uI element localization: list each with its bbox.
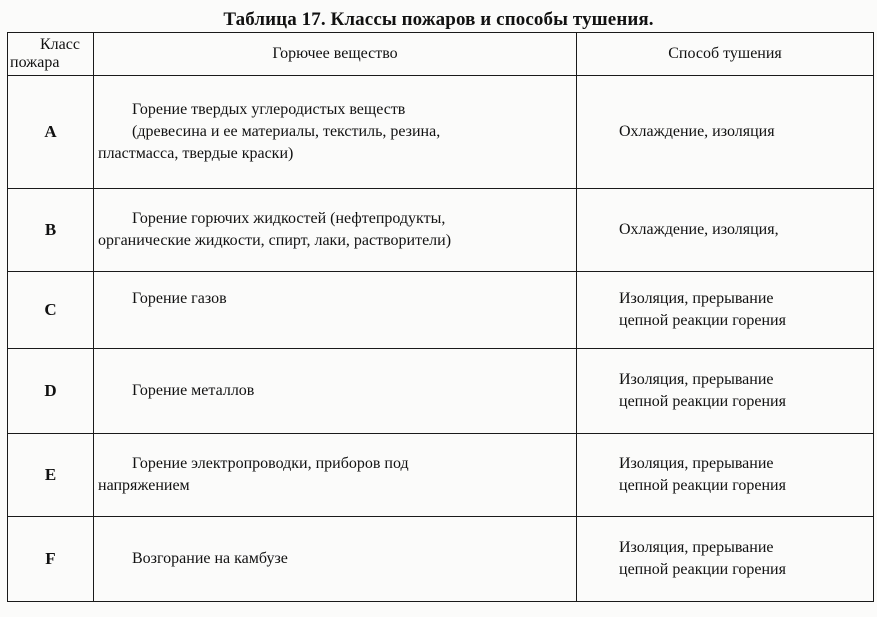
header-method: Способ тушения [577,33,874,76]
method-line: Охлаждение, изоляция [619,123,775,140]
table-row [8,76,874,189]
method-line: цепной реакции горения [619,561,786,578]
table-header-row [8,33,874,76]
method-line: цепной реакции горения [619,477,786,494]
method-cell [577,517,874,602]
substance-cell [94,517,577,602]
substance-cell [94,189,577,272]
table-row [8,189,874,272]
fire-class-cell: B [8,189,94,272]
header-class-line2: пожара [10,54,60,71]
substance-line: Возгорание на камбузе [132,550,288,567]
method-line: Охлаждение, изоляция, [619,221,779,238]
substance-line: Горение электропроводки, приборов под [132,455,409,472]
method-line: Изоляция, прерывание [619,371,774,388]
substance-line: органические жидкости, спирт, лаки, растворители) [98,232,452,249]
table-row [8,349,874,434]
substance-cell [94,272,577,349]
substance-line: напряжением [98,477,190,494]
method-cell [577,434,874,517]
fire-classes-table [7,32,874,602]
method-cell [577,189,874,272]
method-cell [577,349,874,434]
method-cell [577,272,874,349]
header-class-line1: Класс [40,36,80,53]
fire-class-cell: A [8,76,94,189]
method-line: Изоляция, прерывание [619,539,774,556]
table-row [8,517,874,602]
substance-line: (древесина и ее материалы, текстиль, резина, [132,123,441,140]
method-line: цепной реакции горения [619,393,786,410]
substance-line: Горение металлов [132,382,255,399]
substance-line: пластмасса, твердые краски) [98,145,294,162]
substance-cell [94,434,577,517]
substance-line: Горение твердых углеродистых веществ [132,101,406,118]
fire-class-cell: F [8,517,94,602]
substance-cell [94,76,577,189]
substance-line: Горение горючих жидкостей (нефтепродукты, [132,210,446,227]
fire-class-cell: C [8,272,94,349]
header-fire-class [8,33,94,76]
method-line: цепной реакции горения [619,312,786,329]
substance-cell [94,349,577,434]
table-row [8,434,874,517]
method-line: Изоляция, прерывание [619,455,774,472]
header-substance: Горючее вещество [94,33,577,76]
fire-class-cell: E [8,434,94,517]
table-row [8,272,874,349]
method-cell [577,76,874,189]
fire-class-cell: D [8,349,94,434]
substance-line: Горение газов [132,290,227,307]
method-line: Изоляция, прерывание [619,290,774,307]
table-title: Таблица 17. Классы пожаров и способы тушения. [223,9,654,30]
